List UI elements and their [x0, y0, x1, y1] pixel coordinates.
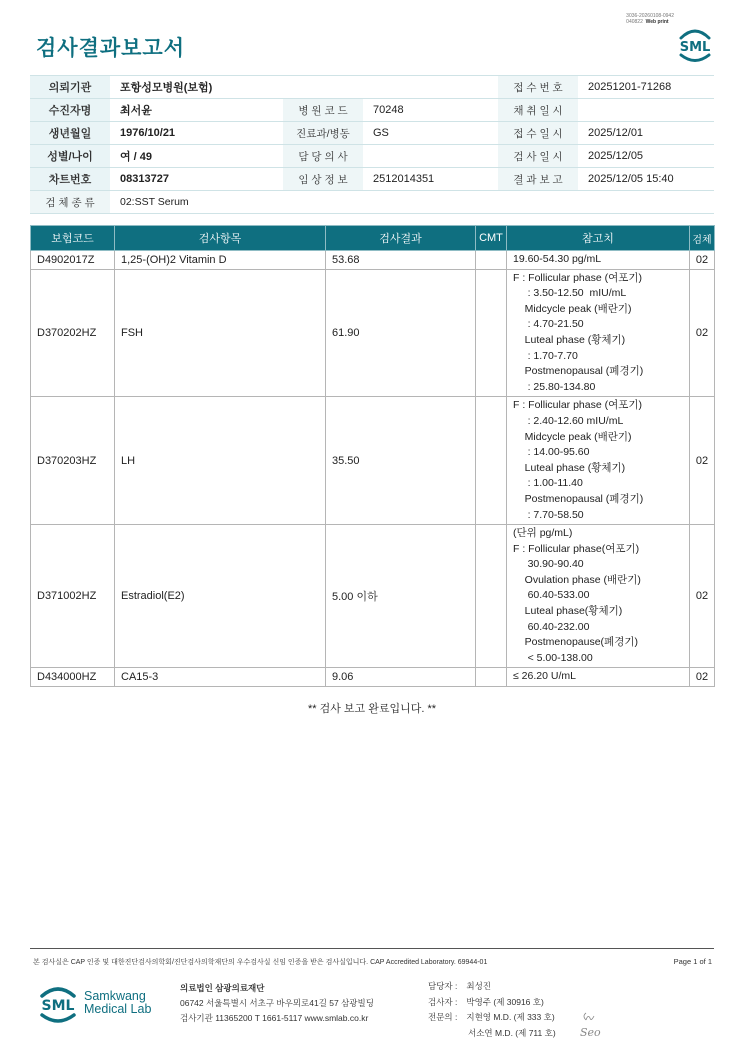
result-item: LH — [115, 397, 326, 525]
result-specimen: 02 — [690, 668, 715, 687]
info-row — [30, 76, 714, 99]
collection-date-value — [578, 99, 714, 122]
reception-date-label: 접 수 일 시 — [498, 122, 578, 145]
specialist-2: 서소연 M.D. (제 711 호) — [468, 1027, 556, 1038]
result-specimen: 02 — [690, 397, 715, 525]
result-value: 61.90 — [326, 269, 476, 397]
page-number: Page 1 of 1 — [673, 957, 712, 966]
examiner-label: 검사자 : — [428, 996, 458, 1007]
result-row — [31, 525, 715, 668]
result-cmt — [476, 269, 507, 397]
doctor-value — [363, 145, 498, 168]
result-row — [31, 251, 715, 270]
info-row — [30, 99, 714, 122]
result-code: D371002HZ — [31, 525, 115, 668]
chart-label: 차트번호 — [30, 168, 110, 191]
result-code: D4902017Z — [31, 251, 115, 270]
result-item: CA15-3 — [115, 668, 326, 687]
sex-age-value: 여 / 49 — [110, 145, 283, 168]
result-code: D434000HZ — [31, 668, 115, 687]
result-cmt — [476, 251, 507, 270]
result-specimen: 02 — [690, 251, 715, 270]
dob-label: 생년월일 — [30, 122, 110, 145]
logo-name-line1: Samkwang — [84, 989, 146, 1003]
sex-age-label: 성별/나이 — [30, 145, 110, 168]
foundation-contact: 검사기관 11365200 T 1661-5117 www.smlab.co.kr — [180, 1013, 369, 1023]
requester-label: 의뢰기관 — [30, 76, 110, 99]
info-row — [30, 191, 714, 214]
result-item: Estradiol(E2) — [115, 525, 326, 668]
result-value: 5.00 이하 — [326, 525, 476, 668]
samkwang-logo — [36, 981, 156, 1025]
print-code: 3036-20260108-0942 040822 Web print — [626, 13, 674, 25]
collection-date-label: 채 취 일 시 — [498, 99, 578, 122]
result-item: FSH — [115, 269, 326, 397]
col-header-ref: 참고치 — [507, 226, 690, 251]
result-specimen: 02 — [690, 269, 715, 397]
result-ref: ≤ 26.20 U/mL — [507, 668, 690, 687]
manager-label: 담당자 : — [428, 981, 458, 991]
specimen-value: 02:SST Serum — [110, 191, 714, 214]
specialist-label: 전문의 : — [428, 1012, 458, 1022]
reception-no-label: 접 수 번 호 — [498, 76, 578, 99]
result-row — [31, 668, 715, 687]
reception-no-value: 20251201-71268 — [578, 76, 714, 99]
svg-text:SML: SML — [41, 998, 75, 1014]
result-value: 53.68 — [326, 251, 476, 270]
logo-name-line2: Medical Lab — [84, 1002, 152, 1016]
manager-value: 최성진 — [466, 981, 492, 991]
hospital-code-label: 병 원 코 드 — [283, 99, 363, 122]
report-complete-note: ** 검사 보고 완료입니다. ** — [307, 703, 437, 715]
patient-label: 수진자명 — [30, 99, 110, 122]
result-code: D370202HZ — [31, 269, 115, 397]
result-ref: F : Follicular phase (여포기) : 3.50-12.50 mIU/mL Midcycle peak (배란기) : 4.70-21.50 Luteal phase (황체기) : 1.70-7.70 Postmenopausal (폐경기) : 25.80-134.80 — [507, 269, 690, 397]
staff-info — [428, 979, 556, 1041]
result-value: 35.50 — [326, 397, 476, 525]
result-ref: F : Follicular phase (여포기) : 2.40-12.60 mIU/mL Midcycle peak (배란기) : 14.00-95.60 Luteal phase (황체기) : 1.00-11.40 Postmenopausal (폐경기) : 7.70-58.50 — [507, 397, 690, 525]
svg-text:Seo: Seo — [580, 1026, 601, 1039]
reception-date-value: 2025/12/01 — [578, 122, 714, 145]
sml-logo — [675, 24, 715, 64]
doctor-label: 담 당 의 사 — [283, 145, 363, 168]
clinical-label: 임 상 정 보 — [283, 168, 363, 191]
col-header-cmt: CMT — [476, 226, 507, 251]
signature-image — [578, 1008, 608, 1040]
foundation-address: 06742 서울특별시 서초구 바우뫼로41길 57 삼광빌딩 — [180, 998, 374, 1008]
result-value: 9.06 — [326, 668, 476, 687]
result-specimen: 02 — [690, 525, 715, 668]
clinical-value: 2512014351 — [363, 168, 498, 191]
specialist-1: 지현영 M.D. (제 333 호) — [466, 1012, 555, 1022]
info-row — [30, 145, 714, 168]
results-header-row — [31, 226, 715, 251]
test-date-label: 검 사 일 시 — [498, 145, 578, 168]
result-cmt — [476, 397, 507, 525]
dob-value: 1976/10/21 — [110, 122, 283, 145]
certification-text: 본 검사실은 CAP 인증 및 대한진단검사의학회/진단검사의학재단의 우수검사실 신임 인증을 받은 검사실입니다. CAP Accredited Laboratory. 69944-01 — [33, 959, 488, 966]
dept-value: GS — [363, 122, 498, 145]
result-cmt — [476, 668, 507, 687]
patient-info-table — [30, 75, 714, 214]
result-row — [31, 269, 715, 397]
report-value: 2025/12/05 15:40 — [578, 168, 714, 191]
result-code: D370203HZ — [31, 397, 115, 525]
col-header-code: 보험코드 — [31, 226, 115, 251]
foundation-info — [180, 981, 374, 1026]
result-row — [31, 397, 715, 525]
col-header-specimen: 검체 — [690, 226, 715, 251]
foundation-name: 의료법인 삼광의료재단 — [180, 983, 265, 993]
chart-value: 08313727 — [110, 168, 283, 191]
info-row — [30, 168, 714, 191]
test-date-value: 2025/12/05 — [578, 145, 714, 168]
svg-text:SML: SML — [679, 40, 711, 55]
dept-label: 진료과/병동 — [283, 122, 363, 145]
result-ref: (단위 pg/mL) F : Follicular phase(여포기) 30.90-90.40 Ovulation phase (배란기) 60.40-533.00 Luteal phase(황체기) 60.40-232.00 Postmenopause(폐경기) < 5.00-138.00 — [507, 525, 690, 668]
results-table — [30, 225, 715, 687]
report-title: 검사결과보고서 — [36, 36, 186, 60]
result-item: 1,25-(OH)2 Vitamin D — [115, 251, 326, 270]
requester-value: 포항성모병원(보험) — [110, 76, 498, 99]
footer-divider — [30, 948, 714, 949]
report-label: 결 과 보 고 — [498, 168, 578, 191]
examiner-value: 박영주 (제 30916 호) — [466, 996, 544, 1007]
result-ref: 19.60-54.30 pg/mL — [507, 251, 690, 270]
result-cmt — [476, 525, 507, 668]
specimen-label: 검 체 종 류 — [30, 191, 110, 214]
patient-value: 최서윤 — [110, 99, 283, 122]
info-row — [30, 122, 714, 145]
hospital-code-value: 70248 — [363, 99, 498, 122]
col-header-result: 검사결과 — [326, 226, 476, 251]
col-header-item: 검사항목 — [115, 226, 326, 251]
